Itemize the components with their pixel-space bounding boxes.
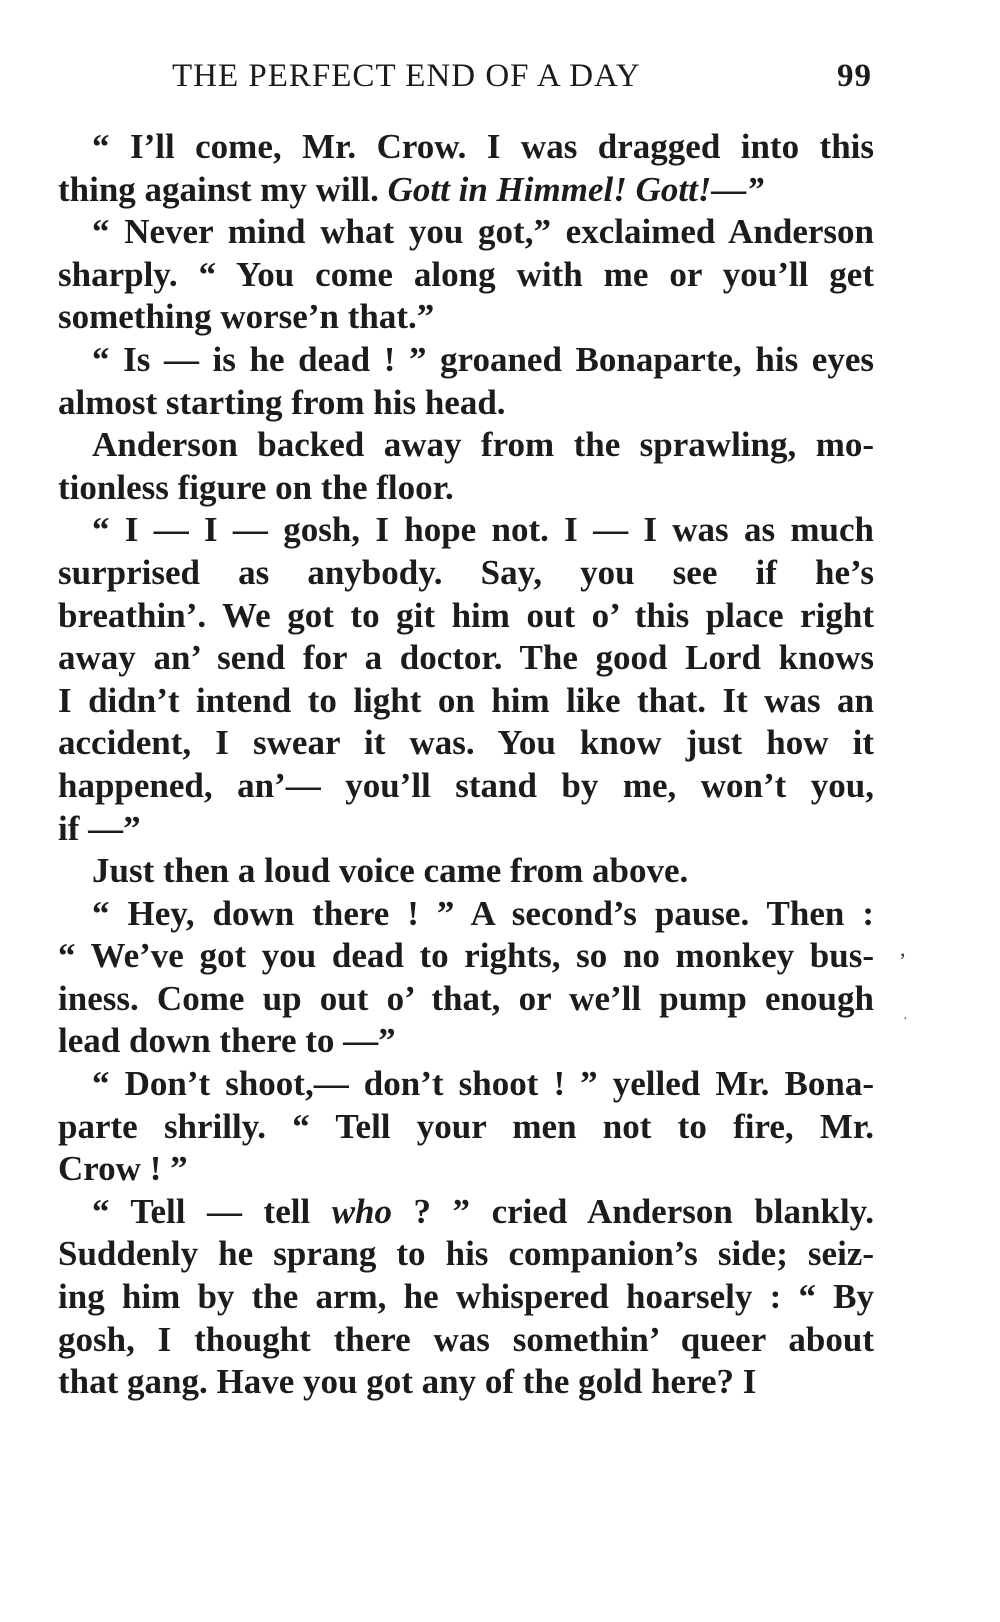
text-line: “ Hey, down there ! ” A second’s pause. Then :	[92, 893, 874, 933]
text-line: “ We’ve got you dead to rights, so no monkey bus-	[58, 936, 874, 976]
paragraph	[58, 424, 874, 509]
text-line: surprised as anybody. Say, you see if he’s	[58, 552, 874, 592]
text-line: almost starting from his head.	[58, 382, 506, 422]
text-line: “ Never mind what you got,” exclaimed Anderson	[92, 212, 874, 252]
paragraph	[58, 850, 874, 893]
paragraph	[58, 211, 874, 339]
paragraph	[58, 1191, 874, 1404]
text-line: “ I — I — gosh, I hope not. I — I was as much	[92, 510, 874, 550]
text-line: parte shrilly. “ Tell your men not to fire, Mr.	[58, 1106, 874, 1146]
text-segment: thing against my will.	[58, 169, 388, 209]
text-line: Just then a loud voice came from above.	[92, 851, 689, 891]
text-line: Anderson backed away from the sprawling, mo-	[92, 425, 874, 465]
text-line: iness. Come up out o’ that, or we’ll pump enough	[58, 978, 874, 1018]
text-line: Suddenly he sprang to his companion’s side; seiz-	[58, 1234, 874, 1274]
text-line: ing him by the arm, he whispered hoarsely : “ By	[58, 1277, 874, 1317]
text-line: lead down there to —”	[58, 1021, 396, 1061]
text-line: “ I’ll come, Mr. Crow. I was dragged into this	[92, 127, 874, 166]
body-text	[58, 126, 874, 1404]
text-line: “ Don’t shoot,— don’t shoot ! ” yelled Mr. Bona-	[92, 1064, 874, 1104]
text-line: “ Is — is he dead ! ” groaned Bonaparte, his eyes	[92, 339, 874, 379]
text-line: accident, I swear it was. You know just how it	[58, 723, 874, 763]
text-line	[58, 1191, 874, 1234]
text-line: breathin’. We got to git him out o’ this place right	[58, 595, 874, 635]
text-line: gosh, I thought there was somethin’ queer about	[58, 1319, 874, 1359]
text-line: something worse’n that.”	[58, 297, 435, 337]
paragraph	[58, 339, 874, 424]
text-segment: “ Tell — tell	[92, 1191, 332, 1231]
italic-text: Gott in Himmel! Gott!—”	[387, 169, 764, 209]
margin-tick: ,	[900, 936, 906, 961]
text-line: that gang. Have you got any of the gold here? I	[58, 1362, 757, 1402]
paragraph	[58, 1063, 874, 1191]
margin-dot: ·	[903, 1012, 908, 1027]
text-line	[58, 169, 874, 212]
paragraph	[58, 893, 874, 1063]
text-line: tionless figure on the floor.	[58, 467, 454, 507]
page-number: 99	[837, 58, 872, 94]
paragraph	[58, 509, 874, 850]
running-header	[60, 58, 872, 102]
text-line: if —”	[58, 808, 141, 848]
text-segment: ? ” cried Anderson blankly.	[392, 1191, 874, 1231]
italic-text: who	[331, 1191, 393, 1231]
text-line: away an’ send for a doctor. The good Lord knows	[58, 638, 874, 678]
paragraph	[58, 126, 874, 211]
running-head-title: THE PERFECT END OF A DAY	[172, 58, 641, 94]
text-line: sharply. “ You come along with me or you’ll get	[58, 254, 874, 294]
text-line: Crow ! ”	[58, 1149, 188, 1189]
text-line: happened, an’— you’ll stand by me, won’t you,	[58, 765, 874, 805]
text-line: I didn’t intend to light on him like that. It was an	[58, 680, 874, 720]
